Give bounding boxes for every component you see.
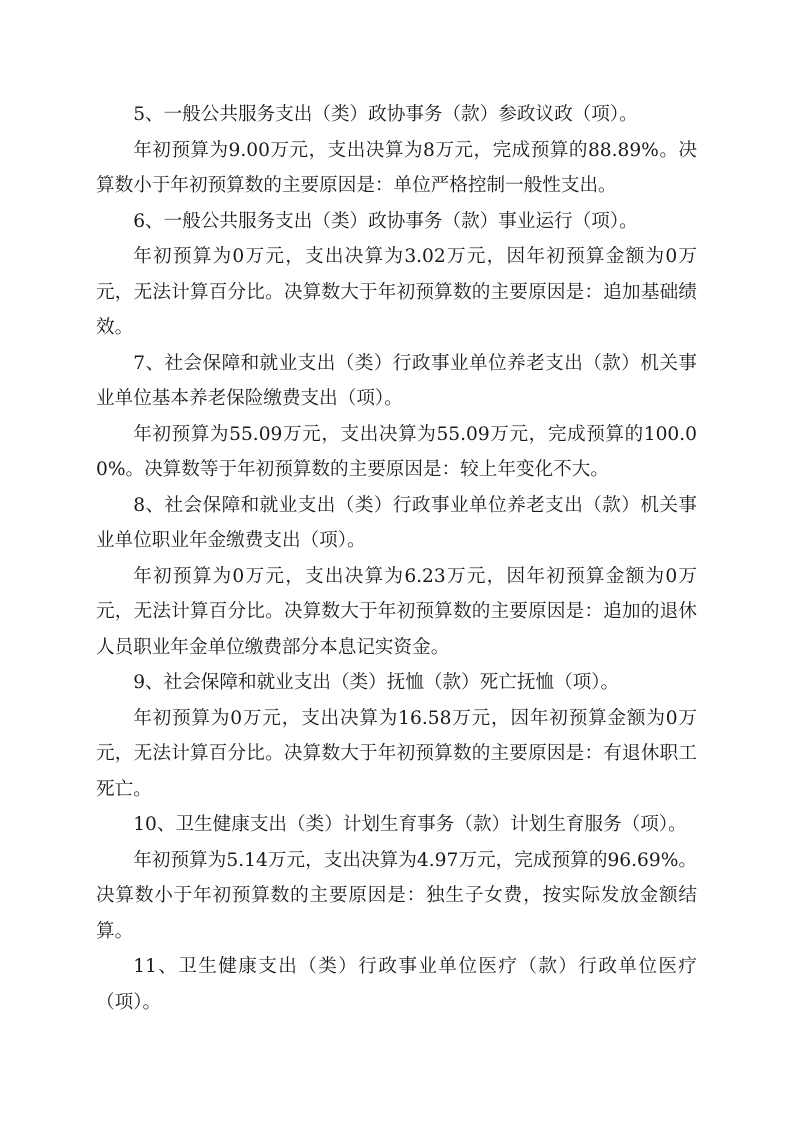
heading-item-6: 6、一般公共服务支出（类）政协事务（款）事业运行（项）。	[133, 210, 638, 232]
heading-item-10: 10、卫生健康支出（类）计划生育事务（款）计划生育服务（项）。	[133, 814, 687, 835]
heading-item-7: 7、社会保障和就业支出（类）行政事业单位养老支出（款）机关事业单位基本养老保险缴费支出（项）。	[96, 352, 697, 409]
paragraph-item-7-detail: 年初预算为55.09万元，支出决算为55.09万元，完成预算的100.00%。决算数等于年初预算数的主要原因是：较上年变化不大。	[96, 423, 697, 480]
paragraph-item-5-detail: 年初预算为9.00万元，支出决算为8万元，完成预算的88.89%。决算数小于年初预算数的主要原因是：单位严格控制一般性支出。	[96, 139, 697, 196]
paragraph-item-8-detail: 年初预算为0万元，支出决算为6.23万元，因年初预算金额为0万元，无法计算百分比。决算数大于年初预算数的主要原因是：追加的退休人员职业年金单位缴费部分本息记实资金。	[96, 565, 697, 658]
heading-item-8: 8、社会保障和就业支出（类）行政事业单位养老支出（款）机关事业单位职业年金缴费支出（项）。	[96, 494, 697, 551]
paragraph-item-9-detail: 年初预算为0万元，支出决算为16.58万元，因年初预算金额为0万元，无法计算百分比。决算数大于年初预算数的主要原因是：有退休职工死亡。	[96, 707, 697, 800]
heading-item-9: 9、社会保障和就业支出（类）抚恤（款）死亡抚恤（项）。	[133, 672, 620, 693]
heading-item-5: 5、一般公共服务支出（类）政协事务（款）参政议政（项）。	[133, 104, 638, 125]
heading-item-11: 11、卫生健康支出（类）行政事业单位医疗（款）行政单位医疗（项）。	[96, 956, 697, 1013]
paragraph-item-6-detail: 年初预算为0万元，支出决算为3.02万元，因年初预算金额为0万元，无法计算百分比。决算数大于年初预算数的主要原因是：追加基础绩效。	[96, 246, 697, 338]
paragraph-item-10-detail: 年初预算为5.14万元，支出决算为4.97万元，完成预算的96.69%。决算数小于年初预算数的主要原因是：独生子女费，按实际发放金额结算。	[96, 849, 697, 942]
